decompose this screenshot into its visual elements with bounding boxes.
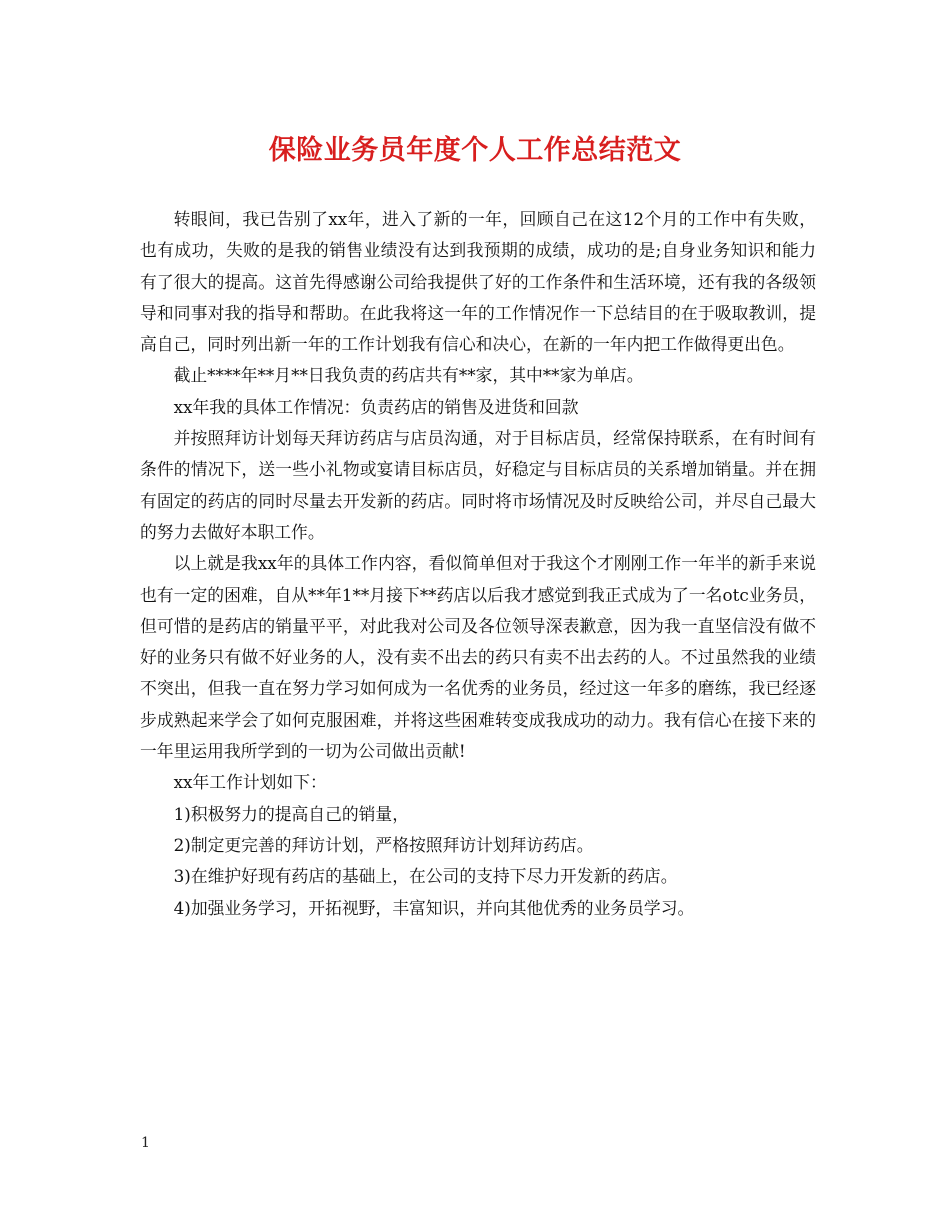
plan-item-4: 4)加强业务学习，开拓视野，丰富知识，并向其他优秀的业务员学习。 <box>173 897 695 918</box>
paragraph-reflection: 以上就是我xx年的具体工作内容，看似简单但对于我这个才刚刚工作一年半的新手来说也有一定的困难，自从**年1**月接下**药店以后我才感觉到我正式成为了一名otc业务员，但可惜的是药店的销量平平，对此我对公司及各位领导深表歉意，因为我一直坚信没有做不好的业务只有做不好业务的人，没有卖不出去的药只有卖不出去药的人。不过虽然我的业绩不突出，但我一直在努力学习如何成为一名优秀的业务员，经过这一年多的磨练，我已经逐步成熟起来学会了如何克服困难，并将这些困难转变成我成功的动力。我有信心在接下来的一年里运用我所学到的一切为公司做出贡献! <box>140 553 816 762</box>
page-number: 1 <box>141 1135 150 1151</box>
paragraph-work-situation: xx年我的具体工作情况：负责药店的销售及进货和回款 <box>173 396 579 417</box>
plan-item-3: 3)在维护好现有药店的基础上，在公司的支持下尽力开发新的药店。 <box>173 866 678 887</box>
plan-item-1: 1)积极努力的提高自己的销量， <box>173 803 409 824</box>
paragraph-store-count: 截止****年**月**日我负责的药店共有**家，其中**家为单店。 <box>173 365 644 386</box>
paragraph-visit-plan: 并按照拜访计划每天拜访药店与店员沟通，对于目标店员，经常保持联系，在有时间有条件的情况下，送一些小礼物或宴请目标店员，好稳定与目标店员的关系增加销量。并在拥有固定的药店的同时尽量去开发新的药店。同时将市场情况及时反映给公司，并尽自己最大的努力去做好本职工作。 <box>140 428 816 542</box>
plan-item-2: 2)制定更完善的拜访计划，严格按照拜访计划拜访药店。 <box>173 834 594 855</box>
paragraph-intro: 转眼间，我已告别了xx年，进入了新的一年，回顾自己在这12个月的工作中有失败，也有成功，失败的是我的销售业绩没有达到我预期的成绩，成功的是;自身业务知识和能力有了很大的提高。这首先得感谢公司给我提供了好的工作条件和生活环境，还有我的各级领导和同事对我的指导和帮助。在此我将这一年的工作情况作一下总结目的在于吸取教训，提高自己，同时列出新一年的工作计划我有信心和决心，在新的一年内把工作做得更出色。 <box>140 209 816 355</box>
document-body <box>140 204 816 924</box>
document-title: 保险业务员年度个人工作总结范文 <box>268 135 682 166</box>
paragraph-plan-heading: xx年工作计划如下： <box>173 772 327 793</box>
